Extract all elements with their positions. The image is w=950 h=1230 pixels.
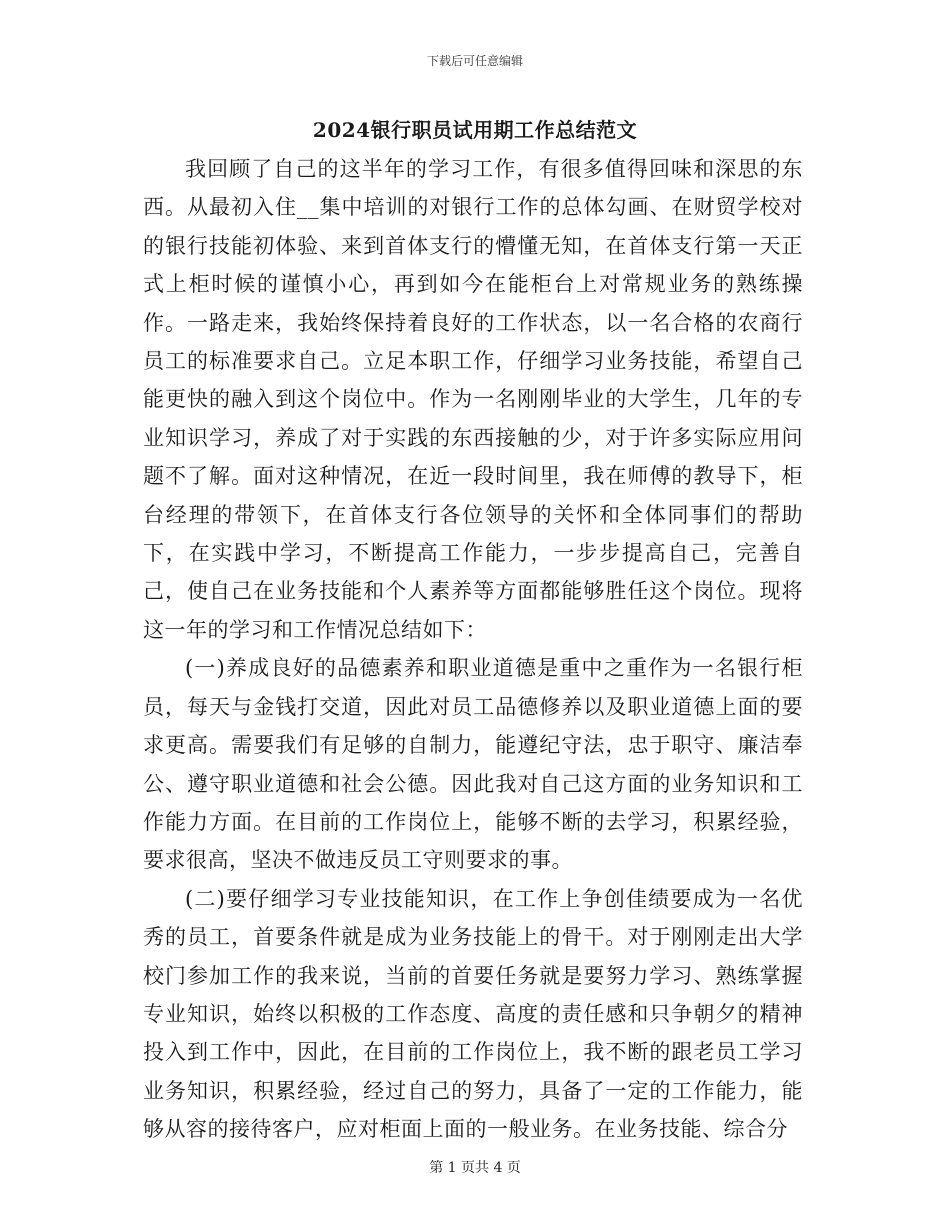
document-title: 2024银行职员试用期工作总结范文: [312, 118, 638, 142]
paragraph-section-2: (二)要仔细学习专业技能知识，在工作上争创佳绩要成为一名优秀的员工，首要条件就是成为业务技能上的骨干。对于刚刚走出大学校门参加工作的我来说，当前的首要任务就是要努力学习、熟练掌握专业知识，始终以积极的工作态度、高度的责任感和只争朝夕的精神投入到工作中，因此，在目前的工作岗位上，我不断的跟老员工学习业务知识，积累经验，经过自己的努力，具备了一定的工作能力，能够从容的接待客户，应对柜面上面的一般业务。在业务技能、综合分: [143, 886, 803, 1142]
paragraph-section-1: (一)养成良好的品德素养和职业道德是重中之重作为一名银行柜员，每天与金钱打交道，因此对员工品德修养以及职业道德上面的要求更高。需要我们有足够的自制力，能遵纪守法，忠于职守、廉洁奉公、遵守职业道德和社会公德。因此我对自己这方面的业务知识和工作能力方面。在目前的工作岗位上，能够不断的去学习，积累经验，要求很高，坚决不做违反员工守则要求的事。: [143, 656, 803, 873]
page-header-note: 下载后可任意编辑: [426, 54, 523, 68]
document-body: [143, 150, 803, 1149]
paragraph-intro: 我回顾了自己的这半年的学习工作，有很多值得回味和深思的东西。从最初入住__集中培训的对银行工作的总体勾画、在财贸学校对的银行技能初体验、来到首体支行的懵懂无知，在首体支行第一天正式上柜时候的谨慎小心，再到如今在能柜台上对常规业务的熟练操作。一路走来，我始终保持着良好的工作状态，以一名合格的农商行员工的标准要求自己。立足本职工作，仔细学习业务技能，希望自己能更快的融入到这个岗位中。作为一名刚刚毕业的大学生，几年的专业知识学习，养成了对于实践的东西接触的少，对于许多实际应用问题不了解。面对这种情况，在近一段时间里，我在师傅的教导下，柜台经理的带领下，在首体支行各位领导的关怀和全体同事们的帮助下，在实践中学习，不断提高工作能力，一步步提高自己，完善自己，使自己在业务技能和个人素养等方面都能够胜任这个岗位。现将这一年的学习和工作情况总结如下：: [143, 157, 803, 642]
page-footer-number: 第 1 页共 4 页: [429, 1160, 521, 1176]
